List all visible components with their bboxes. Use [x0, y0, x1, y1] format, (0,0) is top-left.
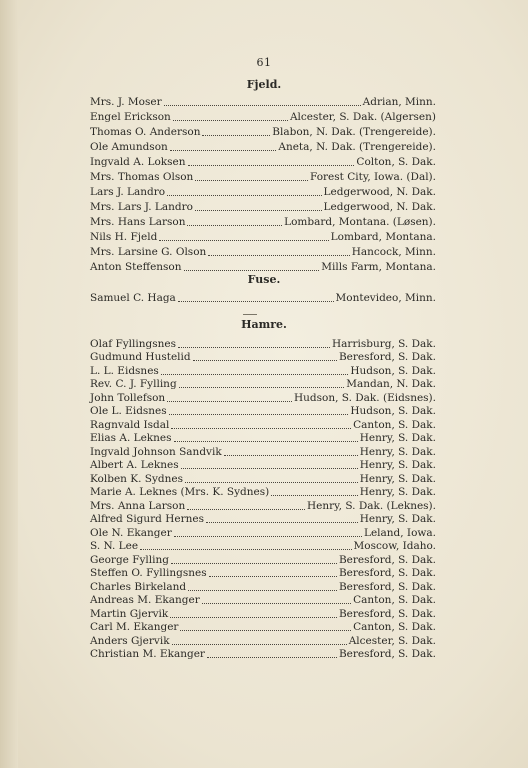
entry-place: Canton, S. Dak. [353, 419, 436, 431]
dot-leader [181, 467, 358, 469]
entry-name: Christian M. Ekanger [90, 648, 205, 660]
entry-place: Beresford, S. Dak. [338, 554, 436, 566]
entry-name: Mrs. J. Moser [90, 96, 162, 108]
entry-name: Steffen O. Fyllingsnes [90, 567, 207, 579]
entry-place: Montevideo, Minn. [335, 292, 436, 304]
entry-name: Gudmund Hustelid [90, 351, 191, 363]
dot-leader [271, 494, 358, 496]
dot-leader [174, 440, 358, 442]
list-entry [90, 259, 436, 274]
entry-place: Moscow, Idaho. [353, 540, 436, 552]
dot-leader [188, 589, 337, 591]
dot-leader [202, 134, 270, 136]
section-heading-fjeld: Fjeld. [246, 78, 282, 91]
entry-place: Beresford, S. Dak. [338, 567, 436, 579]
list-entry [90, 139, 436, 154]
dot-leader [169, 413, 349, 415]
list-entry [90, 430, 436, 445]
dot-leader [187, 224, 282, 226]
entry-name: S. N. Lee [90, 540, 139, 552]
dot-leader [209, 575, 337, 577]
entry-place: Lombard, Montana. [330, 231, 436, 243]
dot-leader [178, 300, 334, 302]
dot-leader [184, 269, 320, 271]
entry-name: Mrs. Lars J. Landro [90, 201, 193, 213]
dot-leader [202, 602, 351, 604]
entry-place: Henry, S. Dak. (Leknes). [306, 500, 436, 512]
entry-name: Thomas O. Anderson [90, 126, 201, 138]
entry-name: Albert A. Leknes [90, 459, 179, 471]
entry-name: Nils H. Fjeld [90, 231, 158, 243]
entry-name: Anders Gjervik [90, 635, 170, 647]
entry-place: Alcester, S. Dak. (Algersen) [289, 111, 436, 123]
entry-name: Elias A. Leknes [90, 432, 172, 444]
dot-leader [180, 629, 351, 631]
entry-name: Ole Amundson [90, 141, 168, 153]
entry-place: Hudson, S. Dak. (Eidsnes). [293, 392, 436, 404]
entry-place: Henry, S. Dak. [359, 432, 436, 444]
entry-name: Mrs. Anna Larson [90, 500, 186, 512]
entry-name: George Fylling [90, 554, 169, 566]
dot-leader [195, 209, 322, 211]
section-heading-fuse: Fuse. [247, 273, 281, 286]
entry-name: Ole N. Ekanger [90, 527, 172, 539]
entry-place: Aneta, N. Dak. (Trengereide). [278, 141, 436, 153]
entry-place: Blabon, N. Dak. (Trengereide). [272, 126, 436, 138]
dot-leader [207, 656, 337, 658]
entry-place: Beresford, S. Dak. [338, 581, 436, 593]
list-entry [90, 214, 436, 229]
list-entry [90, 484, 436, 499]
entry-name: Engel Erickson [90, 111, 171, 123]
dot-leader [140, 548, 351, 550]
entry-place: Leland, Iowa. [363, 527, 436, 539]
entry-place: Ledgerwood, N. Dak. [323, 186, 436, 198]
dot-leader [170, 616, 337, 618]
list-entry [90, 457, 436, 472]
entry-name: L. L. Eidsnes [90, 365, 159, 377]
entry-place: Henry, S. Dak. [359, 446, 436, 458]
entry-place: Henry, S. Dak. [359, 513, 436, 525]
list-entry [90, 169, 436, 184]
section-divider [243, 314, 257, 315]
page-gutter [0, 0, 18, 768]
entry-name: Rev. C. J. Fylling [90, 378, 177, 390]
dot-leader [187, 508, 305, 510]
entry-place: Ledgerwood, N. Dak. [323, 201, 436, 213]
list-entry [90, 511, 436, 526]
entry-name: Alfred Sigurd Hernes [90, 513, 204, 525]
list-entry [90, 646, 436, 661]
entry-name: Mrs. Thomas Olson [90, 171, 194, 183]
entry-place: Mills Farm, Montana. [321, 261, 436, 273]
dot-leader [224, 454, 358, 456]
entry-name: Ragnvald Isdal [90, 419, 170, 431]
entry-name: Ingvald A. Loksen [90, 156, 186, 168]
entry-name: Ingvald Johnson Sandvik [90, 446, 222, 458]
list-entry [90, 376, 436, 391]
list-entry [90, 229, 436, 244]
list-entry [90, 199, 436, 214]
entry-place: Forest City, Iowa. (Dal). [310, 171, 436, 183]
list-entry [90, 565, 436, 580]
entry-name: Olaf Fyllingsnes [90, 338, 176, 350]
entry-place: Henry, S. Dak. [359, 473, 436, 485]
list-entry [90, 592, 436, 607]
dot-leader [193, 359, 337, 361]
dot-leader [195, 179, 308, 181]
dot-leader [167, 194, 321, 196]
dot-leader [208, 254, 349, 256]
entry-place: Hancock, Minn. [351, 246, 436, 258]
entry-place: Mandan, N. Dak. [346, 378, 436, 390]
dot-leader [173, 119, 288, 121]
dot-leader [164, 104, 361, 106]
entry-name: Anton Steffenson [90, 261, 182, 273]
entry-name: Mrs. Larsine G. Olson [90, 246, 207, 258]
entry-name: Ole L. Eidsnes [90, 405, 167, 417]
dot-leader [171, 427, 351, 429]
entry-name: Kolben K. Sydnes [90, 473, 184, 485]
entry-name: Samuel C. Haga [90, 292, 176, 304]
entry-place: Alcester, S. Dak. [348, 635, 436, 647]
dot-leader [179, 386, 345, 388]
entry-name: John Tollefson [90, 392, 166, 404]
list-entry [90, 94, 436, 109]
entry-name: Martin Gjervik [90, 608, 169, 620]
entry-place: Henry, S. Dak. [359, 486, 436, 498]
entry-place: Hudson, S. Dak. [350, 365, 436, 377]
list-entry [90, 619, 436, 634]
entry-place: Harrisburg, S. Dak. [332, 338, 436, 350]
entry-place: Henry, S. Dak. [359, 459, 436, 471]
entry-place: Beresford, S. Dak. [338, 351, 436, 363]
entry-place: Adrian, Minn. [362, 96, 436, 108]
entry-place: Beresford, S. Dak. [338, 608, 436, 620]
entry-place: Canton, S. Dak. [353, 621, 436, 633]
entry-place: Canton, S. Dak. [353, 594, 436, 606]
dot-leader [206, 521, 358, 523]
entry-name: Andreas M. Ekanger [90, 594, 200, 606]
list-entry [90, 349, 436, 364]
dot-leader [161, 373, 349, 375]
list-entry [90, 109, 436, 124]
dot-leader [167, 400, 292, 402]
list-entry [90, 244, 436, 259]
entry-place: Beresford, S. Dak. [338, 648, 436, 660]
entry-name: Marie A. Leknes (Mrs. K. Sydnes) [90, 486, 270, 498]
section-heading-hamre: Hamre. [241, 318, 287, 331]
list-entry [90, 403, 436, 418]
list-entry [90, 538, 436, 553]
list-entry [90, 154, 436, 169]
page-number: 61 [256, 56, 272, 69]
dot-leader [159, 239, 328, 241]
list-entry [90, 290, 436, 305]
entry-name: Charles Birkeland [90, 581, 187, 593]
dot-leader [170, 149, 277, 151]
dot-leader [185, 481, 358, 483]
entry-place: Colton, S. Dak. [356, 156, 436, 168]
entry-place: Hudson, S. Dak. [350, 405, 436, 417]
list-entry [90, 124, 436, 139]
dot-leader [178, 346, 330, 348]
entry-name: Lars J. Landro [90, 186, 166, 198]
list-entry [90, 184, 436, 199]
entry-place: Lombard, Montana. (Løsen). [284, 216, 436, 228]
dot-leader [171, 562, 337, 564]
entry-name: Carl M. Ekanger [90, 621, 179, 633]
entry-name: Mrs. Hans Larson [90, 216, 186, 228]
dot-leader [172, 643, 347, 645]
dot-leader [188, 164, 355, 166]
dot-leader [174, 535, 362, 537]
